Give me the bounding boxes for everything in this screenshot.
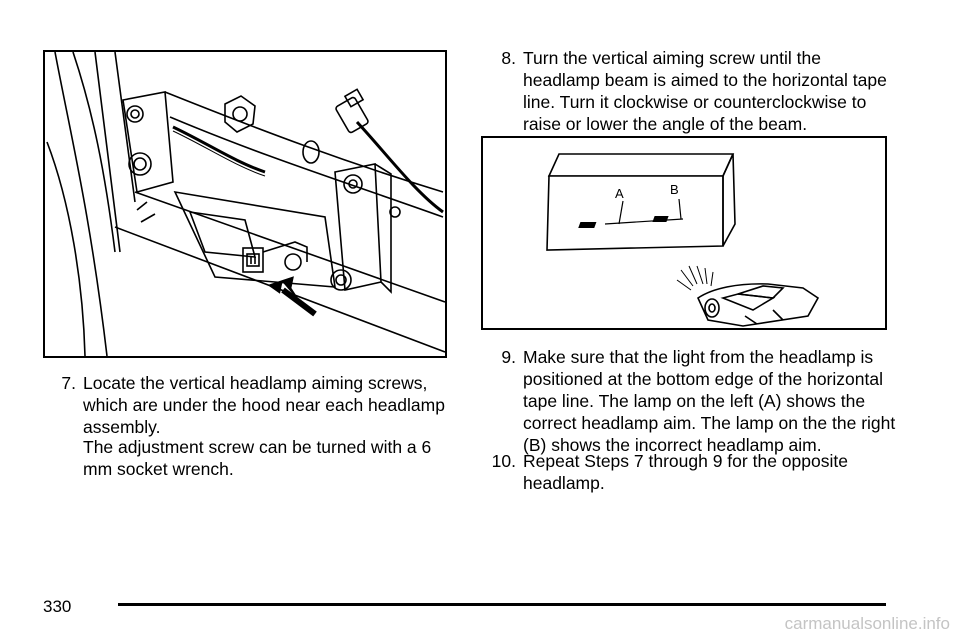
step-7-note: The adjustment screw can be turned with a 6 mm socket wrench. [83,437,432,479]
step-10-number: 10. [491,451,516,471]
beam-patch-b [652,216,668,222]
step-8-number: 8. [501,48,516,68]
step-9-number: 9. [501,347,516,367]
footer-rule [118,603,886,606]
headlamp-aim-illustration [481,136,887,330]
label-a: A [615,186,624,201]
label-b: B [670,182,679,197]
step-8-text: Turn the vertical aiming screw until the headlamp beam is aimed to the horizontal tape line. Turn it clockwise or counterclockwise to raise or lower the angle of the beam. [523,48,887,134]
pointer-arrow-shaft [283,290,315,314]
wall-and-car-drawing [483,138,885,328]
step-7-text: Locate the vertical headlamp aiming screws, which are under the hood near each headlamp assembly. [83,373,445,437]
step-10-text: Repeat Steps 7 through 9 for the opposite headlamp. [523,451,848,493]
engine-bay-drawing [45,52,445,356]
headlamp-screw-illustration [43,50,447,358]
page-number: 330 [43,597,72,616]
step-9-text: Make sure that the light from the headlamp is positioned at the bottom edge of the horizontal tape line. The lamp on the left (A) shows the correct headlamp aim. The lamp on the the right (B) shows the incorrect headlamp aim. [523,347,896,455]
step-7-number: 7. [61,373,76,393]
beam-patch-a [578,222,596,228]
watermark: carmanualsonline.info [784,614,950,633]
